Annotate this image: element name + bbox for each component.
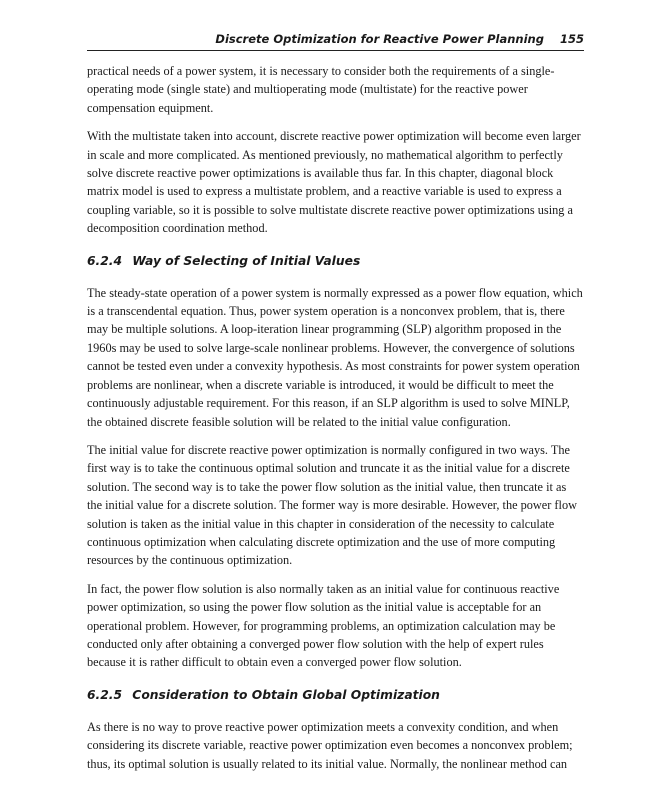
paragraph: As there is no way to prove reactive power optimization meets a convexity condition, and when considering its discrete variable, reactive power optimization even becomes a nonconvex problem; thus, its optimal solution is usually related to its initial value. Normally, the nonlinear method can: [87, 719, 573, 771]
paragraph: The initial value for discrete reactive power optimization is normally configured in two ways. The first way is to take the continuous optimal solution and truncate it as the initial value for a discrete solution. The second way is to take the power flow solution as the initial value, then truncate it as the initial value for a discrete solution. The former way is more desirable. However, the power flow solution is taken as the initial value in this chapter in consideration of the necessity to calculate continuous optimization when calculating discrete optimization and the use of more computing resources by the continuous optimization.: [87, 442, 577, 568]
paragraph: The steady-state operation of a power system is normally expressed as a power flow equation, which is a transcendental equation. Thus, power system operation is a nonconvex problem, that is, there may be multiple solutions. A loop-iteration linear programming (SLP) algorithm proposed in the 1960s may be used to solve large-scale nonlinear problems. However, the convergence of solutions cannot be tested even under a convexity hypothesis. As most constraints for power system operation problems are nonlinear, when a discrete variable is introduced, it would be difficult to meet the continuously adjustable requirement. For this reason, if an SLP algorithm is used to solve MINLP, the obtained discrete feasible solution will be related to the initial value configuration.: [87, 285, 583, 429]
section-heading: [87, 252, 584, 270]
section-heading: [87, 686, 584, 704]
section-number: 6.2.5: [87, 687, 123, 702]
section-title: Consideration to Obtain Global Optimization: [132, 687, 440, 702]
paragraph: practical needs of a power system, it is necessary to consider both the requirements of a single-operating mode (single state) and multioperating mode (multistate) for the reactive power compensation equipment.: [87, 64, 555, 115]
paragraph: With the multistate taken into account, discrete reactive power optimization will become even larger in scale and more complicated. As mentioned previously, no mathematical algorithm to perfectly solve discrete reactive power optimizations is available thus far. In this chapter, diagonal block matrix model is used to express a multistate problem, and a reactive variable is used to express a coupling variable, so it is possible to solve multistate discrete reactive power optimizations using a decomposition coordination method.: [87, 129, 581, 236]
section-number: 6.2.4: [87, 253, 123, 268]
page-body: [87, 62, 584, 783]
paragraph: In fact, the power flow solution is also normally taken as an initial value for continuous reactive power optimization, so using the power flow solution as the initial value is acceptable for an operational problem. However, for programming problems, an optimization calculation may be conducted only after obtaining a converged power flow solution with the help of expert rules because it is rather difficult to obtain even a converged power flow solution.: [87, 581, 560, 670]
running-header: [87, 30, 584, 51]
section-title: Way of Selecting of Initial Values: [132, 253, 361, 268]
page-number: 155: [559, 32, 584, 46]
running-title: Discrete Optimization for Reactive Power Planning: [215, 32, 544, 46]
